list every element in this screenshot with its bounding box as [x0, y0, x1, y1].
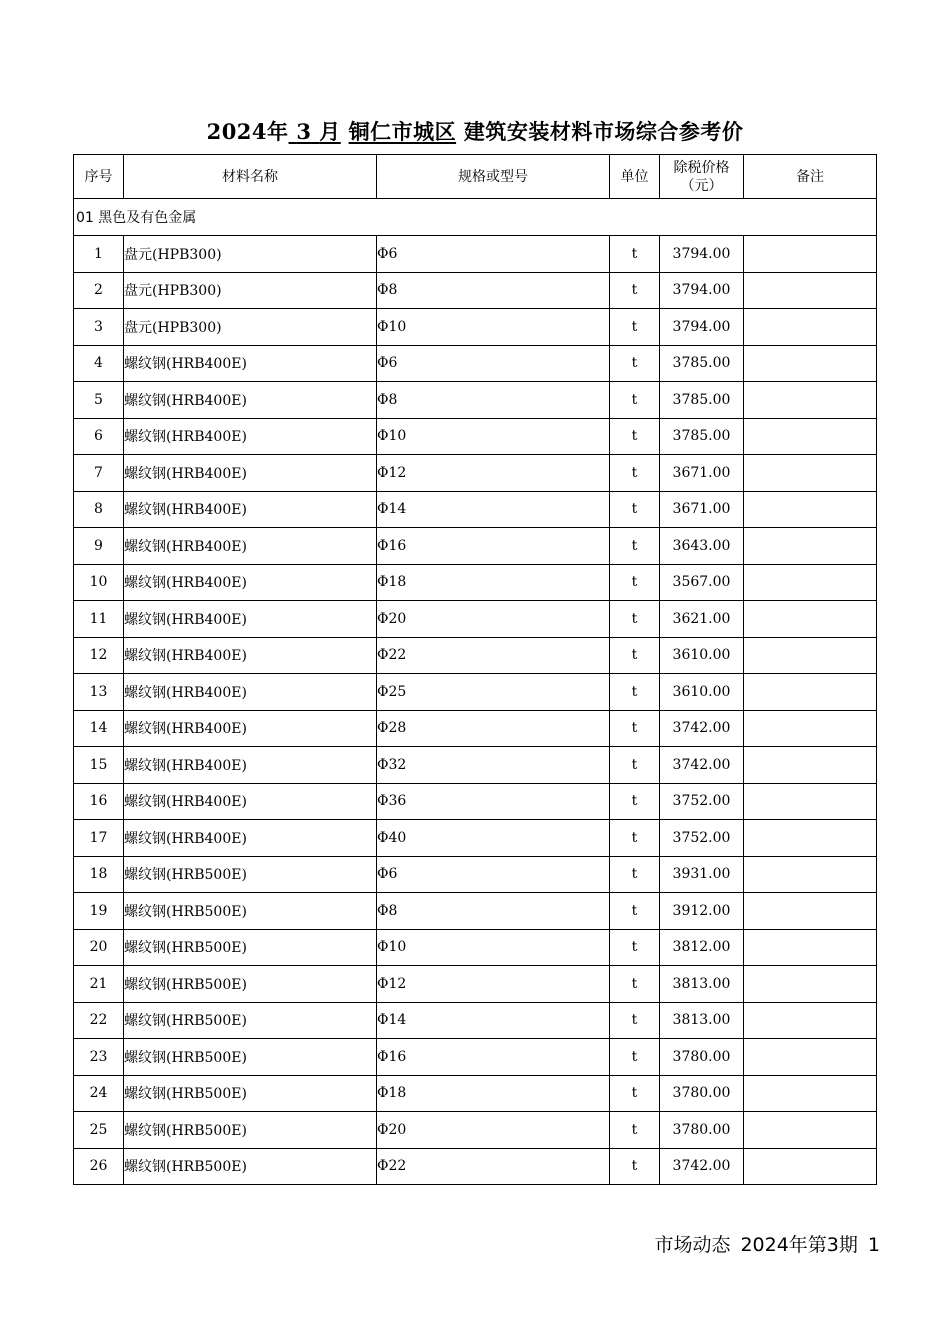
row-number-cell: 22 — [74, 1002, 124, 1039]
unit-cell: t — [610, 1112, 660, 1149]
table-row — [74, 747, 877, 784]
row-number-cell: 6 — [74, 418, 124, 455]
row-number-cell: 25 — [74, 1112, 124, 1149]
spec-model-cell: Φ16 — [377, 1039, 610, 1076]
price-cell: 3794.00 — [660, 309, 744, 346]
price-cell: 3621.00 — [660, 601, 744, 638]
spec-model-cell: Φ40 — [377, 820, 610, 857]
row-number-cell: 23 — [74, 1039, 124, 1076]
section-label: 01 黑色及有色金属 — [74, 199, 877, 236]
spec-model-cell: Φ16 — [377, 528, 610, 565]
table-row — [74, 345, 877, 382]
unit-cell: t — [610, 1002, 660, 1039]
header-note: 备注 — [744, 155, 877, 199]
table-row — [74, 236, 877, 273]
table-row — [74, 1148, 877, 1185]
title-city: 铜仁市城区 — [348, 119, 457, 144]
material-name-cell: 螺纹钢(HRB500E) — [124, 893, 377, 930]
price-cell: 3931.00 — [660, 856, 744, 893]
spec-model-cell: Φ36 — [377, 783, 610, 820]
note-cell — [744, 382, 877, 419]
note-cell — [744, 637, 877, 674]
table-row — [74, 856, 877, 893]
price-cell: 3780.00 — [660, 1039, 744, 1076]
note-cell — [744, 1148, 877, 1185]
row-number-cell: 11 — [74, 601, 124, 638]
section-row — [74, 199, 877, 236]
row-number-cell: 1 — [74, 236, 124, 273]
footer-page-number: 1 — [867, 1234, 880, 1256]
row-number-cell: 26 — [74, 1148, 124, 1185]
table-row — [74, 382, 877, 419]
page-footer — [644, 1232, 880, 1258]
price-cell: 3610.00 — [660, 674, 744, 711]
price-cell: 3813.00 — [660, 966, 744, 1003]
spec-model-cell: Φ8 — [377, 893, 610, 930]
unit-cell: t — [610, 856, 660, 893]
row-number-cell: 3 — [74, 309, 124, 346]
note-cell — [744, 236, 877, 273]
note-cell — [744, 893, 877, 930]
table-row — [74, 893, 877, 930]
price-cell: 3752.00 — [660, 783, 744, 820]
note-cell — [744, 966, 877, 1003]
page-title — [0, 118, 950, 146]
table-row — [74, 309, 877, 346]
price-cell: 3785.00 — [660, 382, 744, 419]
material-name-cell: 螺纹钢(HRB500E) — [124, 1002, 377, 1039]
row-number-cell: 2 — [74, 272, 124, 309]
unit-cell: t — [610, 1039, 660, 1076]
material-name-cell: 螺纹钢(HRB400E) — [124, 528, 377, 565]
price-cell: 3671.00 — [660, 455, 744, 492]
spec-model-cell: Φ10 — [377, 418, 610, 455]
unit-cell: t — [610, 1148, 660, 1185]
table-row — [74, 710, 877, 747]
material-name-cell: 螺纹钢(HRB400E) — [124, 564, 377, 601]
title-year: 2024年 — [206, 119, 289, 144]
row-number-cell: 7 — [74, 455, 124, 492]
note-cell — [744, 1112, 877, 1149]
price-cell: 3794.00 — [660, 236, 744, 273]
row-number-cell: 12 — [74, 637, 124, 674]
table-row — [74, 637, 877, 674]
price-cell: 3610.00 — [660, 637, 744, 674]
price-cell: 3780.00 — [660, 1112, 744, 1149]
header-name: 材料名称 — [124, 155, 377, 199]
spec-model-cell: Φ32 — [377, 747, 610, 784]
price-cell: 3567.00 — [660, 564, 744, 601]
table-row — [74, 418, 877, 455]
unit-cell: t — [610, 564, 660, 601]
header-no: 序号 — [74, 155, 124, 199]
unit-cell: t — [610, 528, 660, 565]
table-row — [74, 528, 877, 565]
price-cell: 3742.00 — [660, 710, 744, 747]
row-number-cell: 18 — [74, 856, 124, 893]
title-rest: 建筑安装材料市场综合参考价 — [463, 119, 744, 144]
note-cell — [744, 309, 877, 346]
spec-model-cell: Φ22 — [377, 637, 610, 674]
material-name-cell: 盘元(HPB300) — [124, 236, 377, 273]
price-table — [73, 154, 877, 1185]
note-cell — [744, 1002, 877, 1039]
material-name-cell: 盘元(HPB300) — [124, 272, 377, 309]
price-cell: 3812.00 — [660, 929, 744, 966]
spec-model-cell: Φ8 — [377, 272, 610, 309]
price-cell: 3785.00 — [660, 418, 744, 455]
header-price: 除税价格 （元） — [660, 155, 744, 199]
material-name-cell: 螺纹钢(HRB400E) — [124, 710, 377, 747]
unit-cell: t — [610, 382, 660, 419]
note-cell — [744, 856, 877, 893]
row-number-cell: 17 — [74, 820, 124, 857]
material-name-cell: 螺纹钢(HRB500E) — [124, 1112, 377, 1149]
unit-cell: t — [610, 272, 660, 309]
price-cell: 3813.00 — [660, 1002, 744, 1039]
price-cell: 3742.00 — [660, 747, 744, 784]
row-number-cell: 15 — [74, 747, 124, 784]
material-name-cell: 螺纹钢(HRB500E) — [124, 1039, 377, 1076]
unit-cell: t — [610, 820, 660, 857]
spec-model-cell: Φ12 — [377, 966, 610, 1003]
unit-cell: t — [610, 747, 660, 784]
unit-cell: t — [610, 455, 660, 492]
spec-model-cell: Φ18 — [377, 1075, 610, 1112]
table-row — [74, 1002, 877, 1039]
material-name-cell: 螺纹钢(HRB400E) — [124, 674, 377, 711]
note-cell — [744, 455, 877, 492]
row-number-cell: 19 — [74, 893, 124, 930]
price-cell: 3912.00 — [660, 893, 744, 930]
table-row — [74, 272, 877, 309]
note-cell — [744, 564, 877, 601]
spec-model-cell: Φ10 — [377, 309, 610, 346]
table-row — [74, 929, 877, 966]
note-cell — [744, 1039, 877, 1076]
row-number-cell: 21 — [74, 966, 124, 1003]
row-number-cell: 10 — [74, 564, 124, 601]
material-name-cell: 螺纹钢(HRB400E) — [124, 747, 377, 784]
unit-cell: t — [610, 1075, 660, 1112]
spec-model-cell: Φ6 — [377, 856, 610, 893]
note-cell — [744, 820, 877, 857]
table-row — [74, 1112, 877, 1149]
price-cell: 3785.00 — [660, 345, 744, 382]
material-name-cell: 螺纹钢(HRB500E) — [124, 1075, 377, 1112]
unit-cell: t — [610, 929, 660, 966]
unit-cell: t — [610, 637, 660, 674]
note-cell — [744, 418, 877, 455]
row-number-cell: 14 — [74, 710, 124, 747]
note-cell — [744, 710, 877, 747]
material-name-cell: 螺纹钢(HRB400E) — [124, 491, 377, 528]
note-cell — [744, 674, 877, 711]
price-cell: 3671.00 — [660, 491, 744, 528]
material-name-cell: 螺纹钢(HRB400E) — [124, 601, 377, 638]
unit-cell: t — [610, 309, 660, 346]
unit-cell: t — [610, 418, 660, 455]
footer-publication: 市场动态 — [654, 1234, 731, 1256]
material-name-cell: 螺纹钢(HRB500E) — [124, 966, 377, 1003]
spec-model-cell: Φ14 — [377, 491, 610, 528]
material-name-cell: 螺纹钢(HRB400E) — [124, 382, 377, 419]
unit-cell: t — [610, 966, 660, 1003]
note-cell — [744, 491, 877, 528]
unit-cell: t — [610, 710, 660, 747]
table-row — [74, 966, 877, 1003]
material-name-cell: 螺纹钢(HRB400E) — [124, 455, 377, 492]
spec-model-cell: Φ6 — [377, 345, 610, 382]
unit-cell: t — [610, 236, 660, 273]
spec-model-cell: Φ28 — [377, 710, 610, 747]
table-row — [74, 1039, 877, 1076]
table-row — [74, 455, 877, 492]
header-unit: 单位 — [610, 155, 660, 199]
price-cell: 3643.00 — [660, 528, 744, 565]
table-row — [74, 601, 877, 638]
table-header-row — [74, 155, 877, 199]
spec-model-cell: Φ22 — [377, 1148, 610, 1185]
spec-model-cell: Φ8 — [377, 382, 610, 419]
row-number-cell: 16 — [74, 783, 124, 820]
price-cell: 3780.00 — [660, 1075, 744, 1112]
row-number-cell: 13 — [74, 674, 124, 711]
material-name-cell: 盘元(HPB300) — [124, 309, 377, 346]
material-name-cell: 螺纹钢(HRB400E) — [124, 820, 377, 857]
material-name-cell: 螺纹钢(HRB400E) — [124, 637, 377, 674]
unit-cell: t — [610, 674, 660, 711]
note-cell — [744, 747, 877, 784]
price-cell: 3794.00 — [660, 272, 744, 309]
note-cell — [744, 1075, 877, 1112]
material-name-cell: 螺纹钢(HRB500E) — [124, 929, 377, 966]
material-name-cell: 螺纹钢(HRB500E) — [124, 1148, 377, 1185]
price-cell: 3742.00 — [660, 1148, 744, 1185]
table-row — [74, 783, 877, 820]
unit-cell: t — [610, 601, 660, 638]
note-cell — [744, 783, 877, 820]
row-number-cell: 8 — [74, 491, 124, 528]
unit-cell: t — [610, 783, 660, 820]
note-cell — [744, 345, 877, 382]
row-number-cell: 24 — [74, 1075, 124, 1112]
table-row — [74, 1075, 877, 1112]
spec-model-cell: Φ14 — [377, 1002, 610, 1039]
spec-model-cell: Φ6 — [377, 236, 610, 273]
unit-cell: t — [610, 491, 660, 528]
note-cell — [744, 601, 877, 638]
spec-model-cell: Φ12 — [377, 455, 610, 492]
table-row — [74, 674, 877, 711]
table-row — [74, 564, 877, 601]
table-row — [74, 491, 877, 528]
spec-model-cell: Φ25 — [377, 674, 610, 711]
spec-model-cell: Φ10 — [377, 929, 610, 966]
table-row — [74, 820, 877, 857]
note-cell — [744, 929, 877, 966]
spec-model-cell: Φ20 — [377, 1112, 610, 1149]
material-name-cell: 螺纹钢(HRB400E) — [124, 345, 377, 382]
material-name-cell: 螺纹钢(HRB500E) — [124, 856, 377, 893]
row-number-cell: 9 — [74, 528, 124, 565]
header-spec: 规格或型号 — [377, 155, 610, 199]
spec-model-cell: Φ18 — [377, 564, 610, 601]
row-number-cell: 5 — [74, 382, 124, 419]
note-cell — [744, 272, 877, 309]
spec-model-cell: Φ20 — [377, 601, 610, 638]
row-number-cell: 20 — [74, 929, 124, 966]
title-month: 3 月 — [296, 119, 341, 144]
note-cell — [744, 528, 877, 565]
unit-cell: t — [610, 893, 660, 930]
material-name-cell: 螺纹钢(HRB400E) — [124, 783, 377, 820]
price-cell: 3752.00 — [660, 820, 744, 857]
footer-issue: 2024年第3期 — [740, 1234, 858, 1256]
material-name-cell: 螺纹钢(HRB400E) — [124, 418, 377, 455]
row-number-cell: 4 — [74, 345, 124, 382]
unit-cell: t — [610, 345, 660, 382]
